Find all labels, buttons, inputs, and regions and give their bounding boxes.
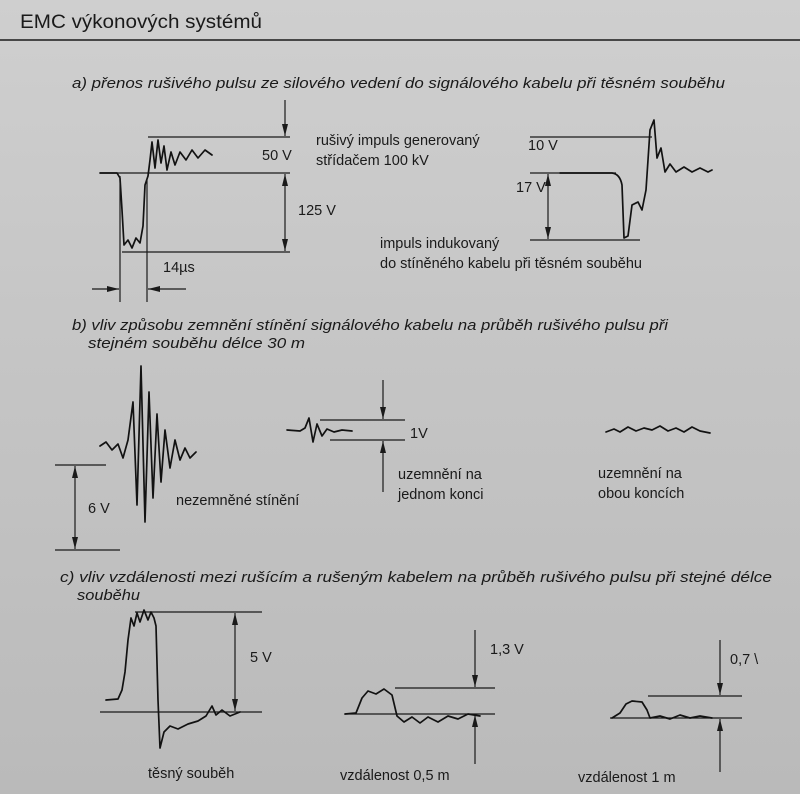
duration-label: 14µs [163,260,195,276]
caption-line-2: obou koncích [598,486,685,502]
caption: vzdálenost 1 m [578,770,676,786]
caption-line-1: uzemnění na [398,467,482,483]
caption-line-1: rušivý impuls generovaný [316,133,480,149]
section-c-title-line-2: souběhu [77,587,141,604]
pulse-waveform [345,689,480,723]
overshoot-label: 10 V [528,138,558,154]
diagram-c-distance-0-5m [340,630,524,784]
section-c-title-line-1: c) vliv vzdálenosti mezi rušícím a rušeným kabelem na průběh rušivého pulsu při stejné délce [60,569,772,586]
diagram-b-grounded-both-ends [598,426,710,502]
caption: vzdálenost 0,5 m [340,768,450,784]
amplitude-label: 0,7 \ [730,652,759,668]
caption-line-2: do stíněného kabelu při těsném souběhu [380,256,642,272]
caption: těsný souběh [148,766,235,782]
amplitude-label: 1V [410,426,428,442]
overshoot-label: 50 V [262,148,292,164]
diagram-c-distance-1m [578,640,759,786]
pulse-waveform [560,120,712,238]
amplitude-label: 5 V [250,650,272,666]
section-b-title-line-1: b) vliv způsobu zemnění stínění signálového kabelu na průběh rušivého pulsu při [72,317,669,334]
section-a-title: a) přenos rušivého pulsu ze silového vedení do signálového kabelu při těsném souběhu [72,75,726,92]
amplitude-label: 1,3 V [490,642,524,658]
noise-waveform [606,426,710,433]
pulse-waveform [100,140,212,248]
pulse-waveform [612,701,712,719]
diagram-b-grounded-one-end [287,380,483,503]
caption-line-1: impuls indukovaný [380,236,500,252]
caption-line-2: střídačem 100 kV [316,153,429,169]
diagram-b-ungrounded-shield [55,366,299,550]
section-b-title-line-2: stejném souběhu délce 30 m [88,335,305,352]
running-header: EMC výkonových systémů [20,12,262,33]
oscillation-waveform [287,418,352,442]
diagram-c-close-run [100,610,272,782]
caption: nezemněné stínění [176,493,300,509]
amplitude-label: 17 V [516,180,546,196]
amplitude-label: 125 V [298,203,336,219]
amplitude-label: 6 V [88,501,110,517]
pulse-waveform [106,610,240,748]
caption-line-1: uzemnění na [598,466,682,482]
caption-line-2: jednom konci [398,487,484,503]
